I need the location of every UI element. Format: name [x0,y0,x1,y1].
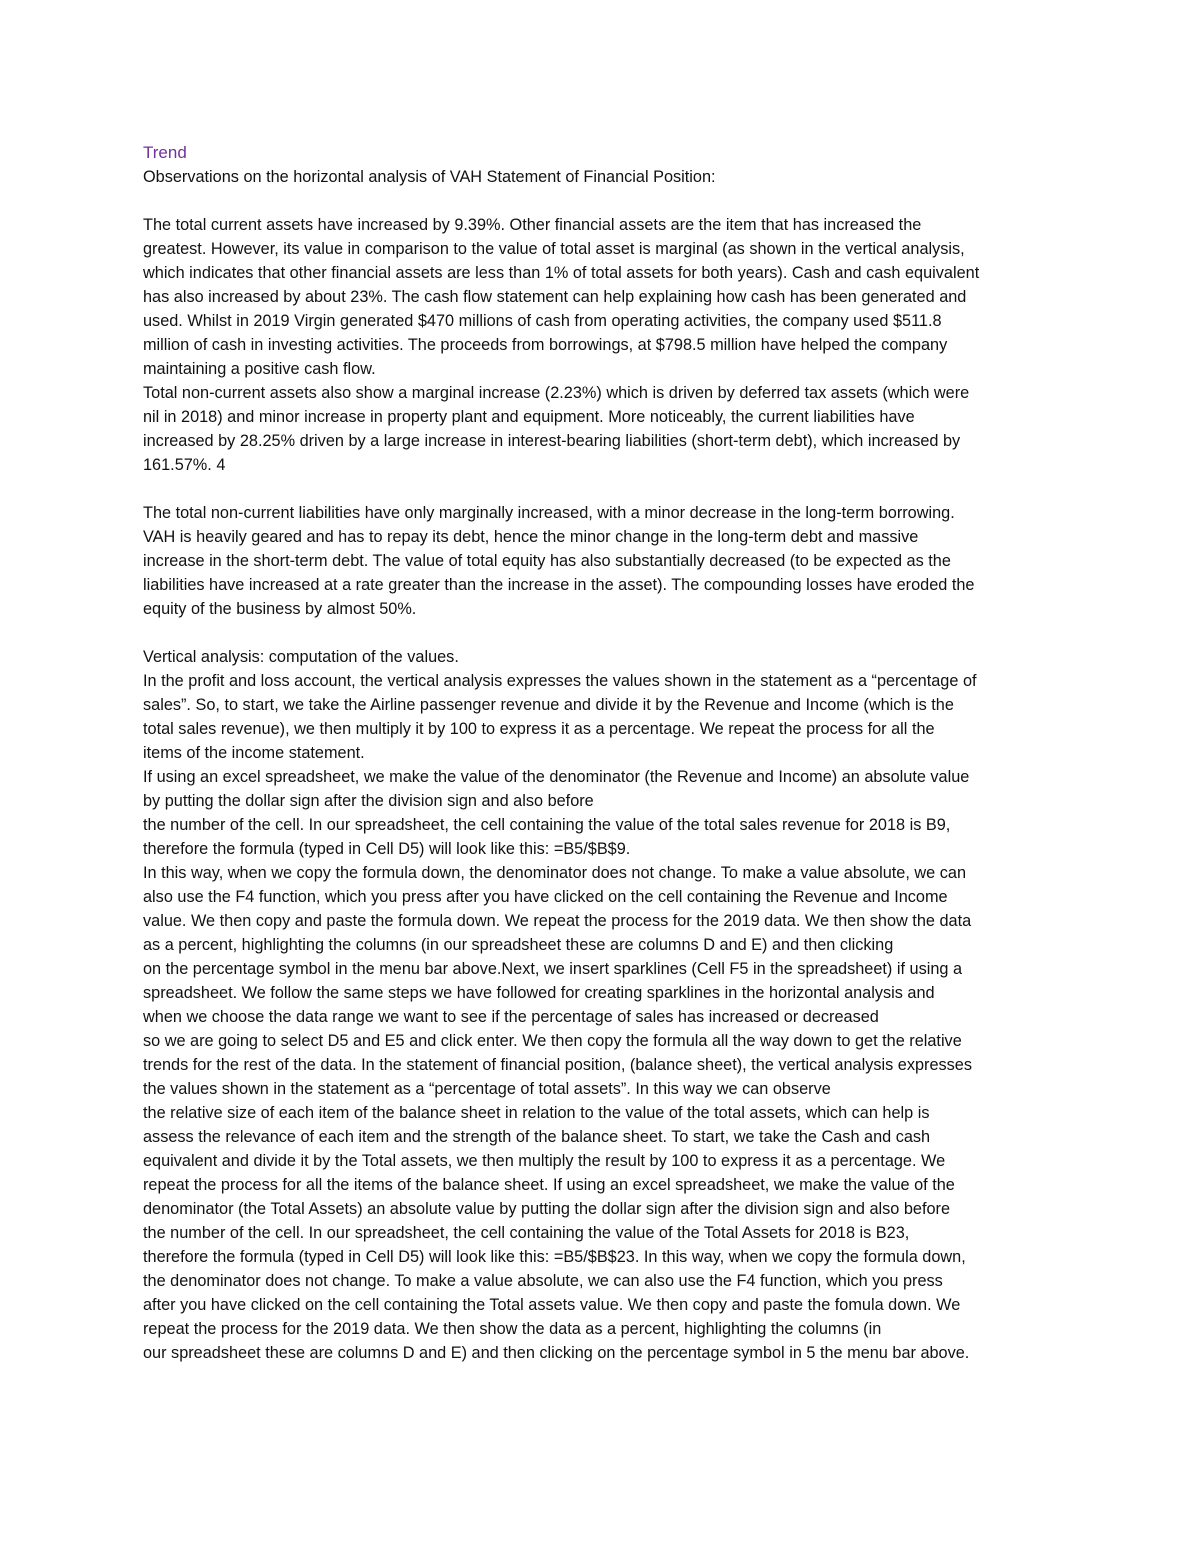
text-line: after you have clicked on the cell containing the Total assets value. We then copy and paste the fomula down. We [143,1296,961,1314]
paragraph-lines [143,165,1068,1365]
text-line: Total non-current assets also show a marginal increase (2.23%) which is driven by deferred tax assets (which were [143,384,970,402]
text-line: as a percent, highlighting the columns (in our spreadsheet these are columns D and E) and then clicking [143,936,894,954]
text-line: maintaining a positive cash flow. [143,360,376,378]
text-line: Observations on the horizontal analysis of VAH Statement of Financial Position: [143,168,716,186]
text-line: therefore the formula (typed in Cell D5) will look like this: =B5/$B$9. [143,840,631,858]
text-line: equivalent and divide it by the Total assets, we then multiply the result by 100 to express it as a percentage. We [143,1152,946,1170]
text-line: on the percentage symbol in the menu bar above.Next, we insert sparklines (Cell F5 in the spreadsheet) if using a [143,960,963,978]
blank-line [143,477,1068,501]
text-line: by putting the dollar sign after the division sign and also before [143,792,594,810]
blank-line [143,621,1068,645]
text-line: the values shown in the statement as a “percentage of total assets”. In this way we can observe [143,1080,831,1098]
text-line: our spreadsheet these are columns D and E) and then clicking on the percentage symbol in 5 the menu bar above. [143,1344,970,1362]
text-line: 161.57%. 4 [143,456,226,474]
section-heading: Trend [143,143,187,162]
text-line: so we are going to select D5 and E5 and click enter. We then copy the formula all the way down to get the relative [143,1032,962,1050]
text-line: the relative size of each item of the balance sheet in relation to the value of the total assets, which can help is [143,1104,930,1122]
text-line: If using an excel spreadsheet, we make the value of the denominator (the Revenue and Income) an absolute value [143,768,970,786]
text-line: nil in 2018) and minor increase in property plant and equipment. More noticeably, the current liabilities have [143,408,915,426]
text-line: the number of the cell. In our spreadsheet, the cell containing the value of the total sales revenue for 2018 is B9, [143,816,951,834]
text-line: repeat the process for the 2019 data. We then show the data as a percent, highlighting the columns (in [143,1320,882,1338]
text-line: denominator (the Total Assets) an absolute value by putting the dollar sign after the division sign and also before [143,1200,951,1218]
text-line: has also increased by about 23%. The cash flow statement can help explaining how cash has been generated and [143,288,967,306]
text-line: liabilities have increased at a rate greater than the increase in the asset). The compounding losses have eroded the [143,576,975,594]
text-line: value. We then copy and paste the formula down. We repeat the process for the 2019 data. We then show the data [143,912,972,930]
text-line: equity of the business by almost 50%. [143,600,417,618]
text-line: which indicates that other financial assets are less than 1% of total assets for both years). Cash and cash equivalent [143,264,980,282]
text-line: million of cash in investing activities. The proceeds from borrowings, at $798.5 million have helped the company [143,336,948,354]
text-line: Vertical analysis: computation of the values. [143,648,459,666]
text-line: sales”. So, to start, we take the Airline passenger revenue and divide it by the Revenue and Income (which is the [143,696,954,714]
text-line: increased by 28.25% driven by a large increase in interest-bearing liabilities (short-term debt), which increased by [143,432,961,450]
text-line: spreadsheet. We follow the same steps we have followed for creating sparklines in the horizontal analysis and [143,984,935,1002]
text-line: total sales revenue), we then multiply it by 100 to express it as a percentage. We repeat the process for all the [143,720,935,738]
text-line: therefore the formula (typed in Cell D5) will look like this: =B5/$B$23. In this way, when we copy the formula down, [143,1248,966,1266]
text-line: The total current assets have increased by 9.39%. Other financial assets are the item that has increased the [143,216,922,234]
text-line: assess the relevance of each item and the strength of the balance sheet. To start, we take the Cash and cash [143,1128,931,1146]
text-line: increase in the short-term debt. The value of total equity has also substantially decreased (to be expected as the [143,552,951,570]
text-line: The total non-current liabilities have only marginally increased, with a minor decrease in the long-term borrowing. [143,504,955,522]
text-line: repeat the process for all the items of the balance sheet. If using an excel spreadsheet, we make the value of the [143,1176,955,1194]
text-line: when we choose the data range we want to see if the percentage of sales has increased or decreased [143,1008,879,1026]
text-line: In this way, when we copy the formula down, the denominator does not change. To make a value absolute, we can [143,864,966,882]
text-line: VAH is heavily geared and has to repay its debt, hence the minor change in the long-term debt and massive [143,528,919,546]
document-body [143,141,1068,1365]
text-line: also use the F4 function, which you press after you have clicked on the cell containing the Revenue and Income [143,888,948,906]
blank-line [143,189,1068,213]
text-line: the denominator does not change. To make a value absolute, we can also use the F4 function, which you press [143,1272,943,1290]
text-line: the number of the cell. In our spreadsheet, the cell containing the value of the Total Assets for 2018 is B23, [143,1224,910,1242]
text-line: In the profit and loss account, the vertical analysis expresses the values shown in the statement as a “percentage of [143,672,977,690]
text-line: trends for the rest of the data. In the statement of financial position, (balance sheet), the vertical analysis expresses [143,1056,972,1074]
text-line: used. Whilst in 2019 Virgin generated $470 millions of cash from operating activities, the company used $511.8 [143,312,942,330]
text-line: greatest. However, its value in comparison to the value of total asset is marginal (as shown in the vertical analysis, [143,240,965,258]
text-line: items of the income statement. [143,744,365,762]
